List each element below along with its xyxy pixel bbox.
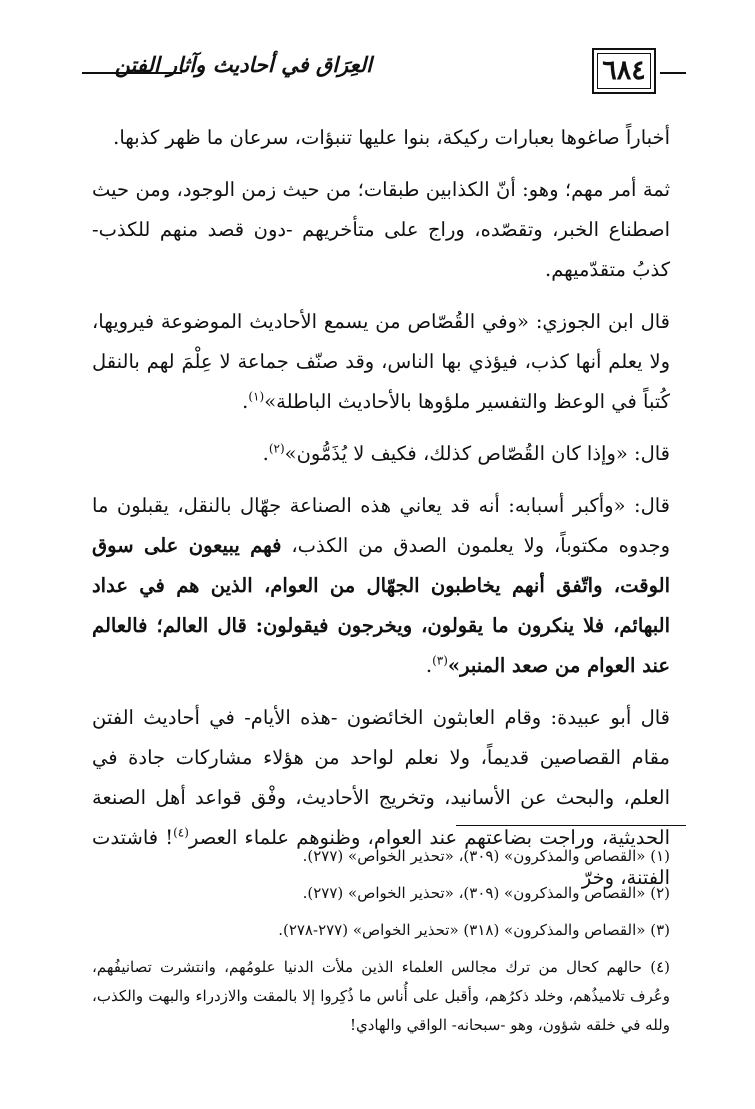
footnote-number: (٤) (650, 958, 670, 976)
footnote-text: «القصاص والمذكرون» (٣٠٩)، «تحذير الخواص» (٢٧٧). (302, 884, 646, 902)
header-rule-right (660, 72, 686, 74)
footnote-ref-3: (٣) (432, 653, 448, 668)
page-header (82, 48, 686, 104)
footnote-4 (92, 953, 670, 1040)
footnote-text: «القصاص والمذكرون» (٣٠٩)، «تحذير الخواص» (٢٧٧). (302, 847, 646, 865)
quote-3-bold: فهم يبيعون على سوق الوقت، واتّفق أنهم يخاطبون الجهّال من العوام، الذين هم في عداد البهائم، فلا ينكرون ما يقولون، ويخرجون فيقولون: قال العالم؛ فالعالم عند العوام من صعد المنبر» (92, 534, 670, 677)
footnotes (92, 842, 670, 1048)
main-text (92, 118, 670, 910)
footnote-1 (92, 842, 670, 871)
page-number: ٦٨٤ (602, 55, 646, 86)
footnote-ref-2: (٢) (268, 441, 285, 456)
author-comment-tail: ! فاشتدت الفتنة، وخرّ (92, 826, 670, 889)
footnote-ref-4: (٤) (173, 825, 189, 840)
running-title: العِرَاق في أحاديث وآثار الفتن (114, 52, 372, 77)
paragraph-2: ثمة أمر مهم؛ وهو: أنّ الكذابين طبقات؛ من حيث زمن الوجود، ومن حيث اصطناع الخبر، وتقصّده، وراج على متأخريهم -دون قصد منهم للكذب- كذبُ متقدّميهم. (92, 178, 670, 281)
paragraph-5: قال: «وأكبر أسبابه: أنه قد يعاني هذه الصناعة جهّال بالنقل، يقبلون ما وجدوه مكتوباً، ولا يعلمون الصدق من الكذب، فهم يبيعون على سوق الوقت، واتّفق أنهم يخاطبون الجهّال من العوام، الذين هم في عداد البهائم، فلا ينكرون ما يقولون، ويخرجون فيقولون: قال العالم؛ فالعالم عند العوام من صعد المنبر»$^{(٣)}$. (92, 494, 670, 677)
footnote-ref-1: (١) (248, 389, 265, 404)
footnote-number: (١) (650, 847, 670, 865)
quote-3-plain: قال: «وأكبر أسبابه: أنه قد يعاني هذه الصناعة جهّال بالنقل، يقبلون ما وجدوه مكتوباً، ولا يعلمون الصدق من الكذب، (92, 494, 670, 557)
ibn-jawzi-quote: قال ابن الجوزي: «وفي القُصّاص من يسمع الأحاديث الموضوعة فيرويها، ولا يعلم أنها كذب، فيؤذي بها الناس، وقد صنّف جماعة لا عِلْمَ لهم بالنقل كُتباً في الوعظ والتفسير ملؤوها بالأحاديث الباطلة» (92, 310, 670, 413)
footnote-text: «القصاص والمذكرون» (٣١٨) «تحذير الخواص» (٢٧٧-٢٧٨). (278, 921, 646, 939)
paragraph-3: قال ابن الجوزي: «وفي القُصّاص من يسمع الأحاديث الموضوعة فيرويها، ولا يعلم أنها كذب، فيؤذي بها الناس، وقد صنّف جماعة لا عِلْمَ لهم بالنقل كُتباً في الوعظ والتفسير ملؤوها بالأحاديث الباطلة»$^{(١)}$. (92, 310, 670, 413)
author-comment: قال أبو عبيدة: وقام العابثون الخائضون -هذه الأيام- في أحاديث الفتن مقام القصاصين قديماً، ولا نعلم لواحد من هؤلاء مشاركات جادة في العلم، والبحث عن الأسانيد، وتخريج الأحاديث، وفْق قواعد أهل الصنعة الحديثية، وراجت بضاعتهم عند العوام، وظنوهم علماء العصر (92, 706, 670, 849)
footnote-3 (92, 916, 670, 945)
quote-2: قال: «وإذا كان القُصّاص كذلك، فكيف لا يُذَمُّون» (284, 442, 670, 465)
footnote-number: (٣) (650, 921, 670, 939)
footnote-text: حالهم كحال من ترك مجالس العلماء الذين ملأت الدنيا علومُهم، وانتشرت تصانيفُهم، وعُرف تلاميذُهم، وخلد ذكرُهم، وأقبل على أُناس ما ذُكِروا إلا بالمقت والازدراء والبهت والكذب، ولله في خلقه شؤون، وهو -سبحانه- الواقي والهادي! (92, 958, 670, 1034)
footnote-separator (456, 825, 686, 826)
paragraph-4: قال: «وإذا كان القُصّاص كذلك، فكيف لا يُذَمُّون»$^{(٢)}$. (262, 441, 670, 465)
page-number-box (592, 48, 656, 94)
paragraph-1: أخباراً صاغوها بعبارات ركيكة، بنوا عليها تنبؤات، سرعان ما ظهر كذبها. (113, 126, 670, 149)
footnote-2 (92, 879, 670, 908)
footnote-number: (٢) (650, 884, 670, 902)
